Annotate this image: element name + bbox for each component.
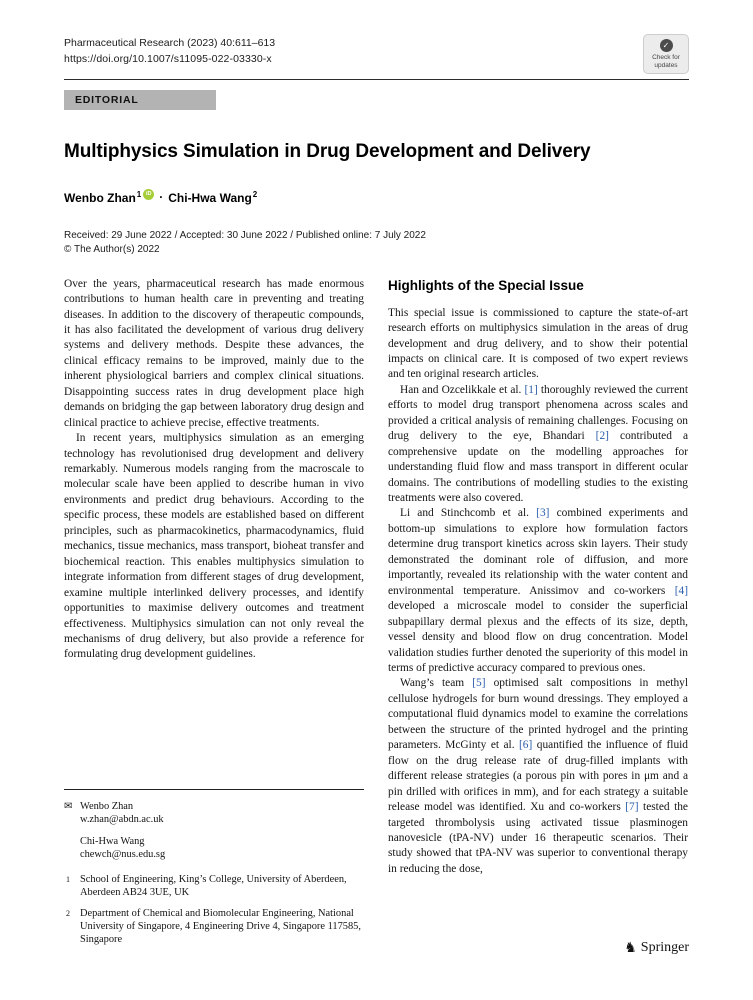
affiliation-marker: 1 [136,189,142,199]
article-dates: Received: 29 June 2022 / Accepted: 30 June 2022 / Published online: 7 July 2022 [64,229,426,241]
body-paragraph: Han and Ozcelikkale et al. [1] thoroughly reviewed the current efforts to model drug transport phenomena across scales and provided a critical analysis of remaining challenges. Focusing on drug delivery to the eye, Bhandari [2] contributed a comprehensive update on the modelling approaches for understanding fluid flow and mass transport in different ocular domains. The contributions of modelling studies to the existing treatments were also covered. [388,383,689,505]
affiliation-number: 2 [66,908,70,918]
footnote-divider [64,789,364,790]
affiliation-text: School of Engineering, King’s College, University of Aberdeen, Aberdeen AB24 3UE, UK [80,873,347,898]
envelope-spacer [64,835,80,861]
author-list [64,190,689,205]
citation-link[interactable]: [7] [625,801,639,814]
orcid-icon[interactable]: iD [143,189,154,200]
crossmark-icon: ✓ [660,39,673,52]
body-paragraph: In recent years, multiphysics simulation as an emerging technology has revolutionised drug development and delivery remarkably. Numerous models ranging from the macroscale to molecular scale have been applied to describe human in vivo environments and predict drug behaviours. According to the specific process, these models are established based on different principles, such as pharmacokinetics, pharmacodynamics, fluid mechanics, tissue mechanics, mass transport, bioheat transfer and biochemical reaction. This enables multiphysics simulation to integrate information from different stages of drug development, examine multiple interlinked delivery processes, and identify opportunities to maximise delivery outcomes and treatment effectiveness. Multiphysics simulation can not only reveal the mechanisms of drug delivery, but also provide a reference for formulating drug development guidelines. [64,432,364,661]
springer-wordmark: Springer [640,940,689,955]
corresponding-author-name: Chi-Hwa Wang [80,836,145,848]
article-title: Multiphysics Simulation in Drug Development and Delivery [64,140,591,162]
citation-link[interactable]: [5] [472,677,486,690]
article-type-badge: EDITORIAL [64,90,216,110]
affiliations-block [64,873,364,947]
header-meta [64,36,275,68]
affiliation-number: 1 [66,874,70,884]
article-body [64,277,689,949]
citation-link[interactable]: [1] [524,383,538,396]
affiliation-2 [64,907,364,947]
springer-knight-icon: ♞ [624,940,637,956]
affiliation-marker: 2 [252,189,258,199]
section-heading: Highlights of the Special Issue [388,277,584,293]
body-paragraph: Li and Stinchcomb et al. [3] combined experiments and bottom-up simulations to explore how formulation factors determine drug transport kinetics across skin layers. Their study demonstrated the dominant role of diffusion, and more importantly, revealed its relationship with the water content and environmental temperature. Anissimov and co-workers [4] developed a microscale model to consider the superficial subpapillary dermal plexus and the effects of its size, depth, vessel density and blood flow on drug concentration. Model validation studies further denoted the superiority of this model in terms of predictive accuracy compared to previous ones. [388,507,689,675]
envelope-icon: ✉ [64,800,73,812]
corresponding-author-name: Wenbo Zhan [80,800,134,812]
article-header [64,36,689,74]
copyright-line: © The Author(s) 2022 [64,243,160,255]
journal-reference: Pharmaceutical Research (2023) 40:611–613 [64,37,276,49]
author-wenbo-zhan[interactable]: Wenbo Zhan$^1$ [64,189,142,205]
check-for-updates-label: Check for updates [652,54,680,69]
email-link[interactable]: chewch@nus.edu.sg [80,849,166,861]
left-column [64,277,364,949]
citation-link[interactable]: [3] [536,507,550,520]
citation-link[interactable]: [2] [595,430,609,443]
correspondence-entry [64,835,364,861]
header-divider [64,79,689,80]
check-for-updates-badge[interactable] [643,34,689,74]
body-paragraph: Wang’s team [5] optimised salt compositions in methyl cellulose hydrogels for burn wound dressings. They employed a computational fluid dynamics model to examine the correlations between the structure of the printed hydrogel and the printing parameters. McGinty et al. [6] quantified the influence of fluid flow on the drug release rate of drug-filled implants with different release strategies (a porous pin with pores in μm and a pin drilled with orifices in mm), and for each strategy a suitable release model was identified. Xu and co-workers [7] tested the targeted thrombolysis using activated tissue plasminogen nanovesicle (tPA-NV) under 16 therapeutic scenarios. Their study showed that tPA-NV was superior to conventional therapy in reducing the dose, [388,677,689,875]
correspondence-entry [64,800,364,826]
author-separator: · [159,190,164,205]
footnotes-block [64,789,364,949]
author-chi-hwa-wang[interactable]: Chi-Hwa Wang$^2$ [168,189,258,205]
correspondence-block [64,800,364,862]
springer-logo [624,940,689,956]
citation-link[interactable]: [6] [519,739,533,752]
affiliation-text: Department of Chemical and Biomolecular Engineering, National University of Singapore, 4 Engineering Drive 4, Singapore 117585, Singapore [80,907,361,946]
doi-link[interactable]: https://doi.org/10.1007/s11095-022-03330-x [64,52,272,65]
body-paragraph: This special issue is commissioned to capture the state-of-art research efforts on multiphysics simulation in the areas of drug development and drug delivery, and to show their potential impacts on clinical care. It is composed of two expert reviews and ten original research articles. [388,306,688,381]
body-paragraph: Over the years, pharmaceutical research has made enormous contributions to human health care in preventing and treating diseases. In addition to the discovery of therapeutic compounds, it has also facilitated the development of various drug delivery systems and delivery methods. Despite these advances, the clinical efficacy remains to be improved, mainly due to the inherent physiological barriers and complex clinical situations. Disappointing success rates in drug development place high demands on bridging the gap between laboratory drug design and clinical practice to achieve precise, effective treatments. [64,277,364,429]
email-link[interactable]: w.zhan@abdn.ac.uk [80,813,164,825]
affiliation-1 [64,873,364,899]
right-column [388,277,688,949]
citation-link[interactable]: [4] [674,584,688,597]
